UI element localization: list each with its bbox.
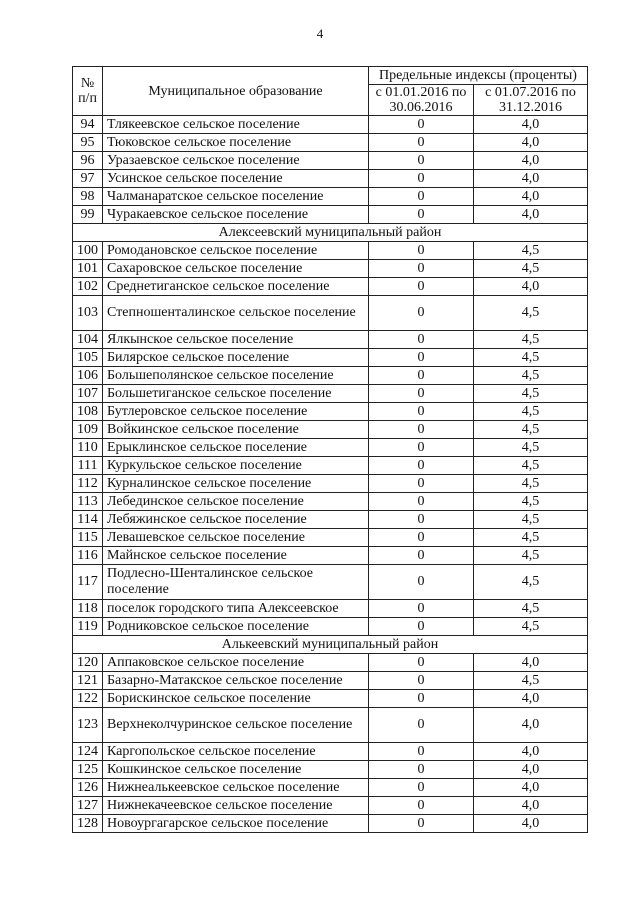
- row-index-period-1: 0: [369, 349, 474, 367]
- row-index-period-2: 4,5: [474, 367, 588, 385]
- row-number: 121: [73, 672, 103, 690]
- row-name: Чалманаратское сельское поселение: [103, 188, 369, 206]
- row-index-period-2: 4,0: [474, 779, 588, 797]
- row-index-period-2: 4,5: [474, 421, 588, 439]
- row-number: 97: [73, 170, 103, 188]
- table-row: [73, 475, 588, 493]
- table-row: [73, 600, 588, 618]
- row-index-period-1: 0: [369, 708, 474, 743]
- row-number: 123: [73, 708, 103, 743]
- table-row: [73, 439, 588, 457]
- table-row: [73, 672, 588, 690]
- row-number: 96: [73, 152, 103, 170]
- row-index-period-1: 0: [369, 475, 474, 493]
- row-index-period-1: 0: [369, 618, 474, 636]
- table-row: [73, 385, 588, 403]
- row-number: 117: [73, 565, 103, 600]
- row-name: Аппаковское сельское поселение: [103, 654, 369, 672]
- header-group: Предельные индексы (проценты): [369, 67, 588, 85]
- row-number: 102: [73, 278, 103, 296]
- row-index-period-1: 0: [369, 600, 474, 618]
- row-index-period-2: 4,0: [474, 743, 588, 761]
- row-number: 106: [73, 367, 103, 385]
- row-name: Родниковское сельское поселение: [103, 618, 369, 636]
- row-index-period-2: 4,0: [474, 815, 588, 833]
- row-name: Лебяжинское сельское поселение: [103, 511, 369, 529]
- row-index-period-1: 0: [369, 188, 474, 206]
- row-index-period-1: 0: [369, 493, 474, 511]
- row-number: 119: [73, 618, 103, 636]
- row-index-period-1: 0: [369, 260, 474, 278]
- row-index-period-2: 4,5: [474, 439, 588, 457]
- row-name: Курналинское сельское поселение: [103, 475, 369, 493]
- row-index-period-1: 0: [369, 134, 474, 152]
- row-name: Левашевское сельское поселение: [103, 529, 369, 547]
- table-row: [73, 367, 588, 385]
- row-name: Сахаровское сельское поселение: [103, 260, 369, 278]
- row-index-period-2: 4,5: [474, 457, 588, 475]
- row-index-period-1: 0: [369, 529, 474, 547]
- table-row: [73, 188, 588, 206]
- row-index-period-1: 0: [369, 278, 474, 296]
- table-row: [73, 331, 588, 349]
- row-index-period-1: 0: [369, 170, 474, 188]
- row-index-period-2: 4,0: [474, 116, 588, 134]
- row-name: Нижнеалькеевское сельское поселение: [103, 779, 369, 797]
- row-index-period-2: 4,5: [474, 529, 588, 547]
- row-number: 101: [73, 260, 103, 278]
- row-number: 107: [73, 385, 103, 403]
- row-index-period-2: 4,5: [474, 242, 588, 260]
- table-row: [73, 134, 588, 152]
- row-index-period-1: 0: [369, 296, 474, 331]
- table-row: [73, 761, 588, 779]
- row-number: 95: [73, 134, 103, 152]
- table-row: [73, 779, 588, 797]
- row-name: Чуракаевское сельское поселение: [103, 206, 369, 224]
- row-index-period-1: 0: [369, 403, 474, 421]
- row-index-period-2: 4,0: [474, 654, 588, 672]
- row-index-period-1: 0: [369, 439, 474, 457]
- table-row: [73, 170, 588, 188]
- table-row: [73, 565, 588, 600]
- row-index-period-2: 4,0: [474, 188, 588, 206]
- row-name: Борискинское сельское поселение: [103, 690, 369, 708]
- row-index-period-1: 0: [369, 421, 474, 439]
- row-name: поселок городского типа Алексеевское: [103, 600, 369, 618]
- header-name: Муниципальное образование: [103, 67, 369, 116]
- table-row: [73, 511, 588, 529]
- row-number: 99: [73, 206, 103, 224]
- row-name: Среднетиганское сельское поселение: [103, 278, 369, 296]
- section-row: [73, 636, 588, 654]
- row-name: Кошкинское сельское поселение: [103, 761, 369, 779]
- section-title: Алькеевский муниципальный район: [73, 636, 588, 654]
- row-index-period-2: 4,5: [474, 260, 588, 278]
- row-name: Большетиганское сельское поселение: [103, 385, 369, 403]
- row-index-period-1: 0: [369, 743, 474, 761]
- row-number: 108: [73, 403, 103, 421]
- row-name: Каргопольское сельское поселение: [103, 743, 369, 761]
- row-index-period-2: 4,0: [474, 797, 588, 815]
- row-index-period-1: 0: [369, 385, 474, 403]
- section-row: [73, 224, 588, 242]
- row-number: 115: [73, 529, 103, 547]
- row-name: Нижнекачеевское сельское поселение: [103, 797, 369, 815]
- row-index-period-2: 4,0: [474, 278, 588, 296]
- row-name: Тлякеевское сельское поселение: [103, 116, 369, 134]
- row-index-period-1: 0: [369, 815, 474, 833]
- row-index-period-2: 4,0: [474, 761, 588, 779]
- table-row: [73, 457, 588, 475]
- header-num: № п/п: [73, 67, 103, 116]
- table-row: [73, 152, 588, 170]
- table-row: [73, 743, 588, 761]
- table-row: [73, 654, 588, 672]
- row-number: 103: [73, 296, 103, 331]
- row-index-period-1: 0: [369, 367, 474, 385]
- row-name: Базарно-Матакское сельское поселение: [103, 672, 369, 690]
- header-period-2: с 01.07.2016 по 31.12.2016: [474, 85, 588, 116]
- table-row: [73, 547, 588, 565]
- table-row: [73, 206, 588, 224]
- row-number: 125: [73, 761, 103, 779]
- table-row: [73, 242, 588, 260]
- row-number: 100: [73, 242, 103, 260]
- row-number: 112: [73, 475, 103, 493]
- table-row: [73, 493, 588, 511]
- row-index-period-2: 4,0: [474, 708, 588, 743]
- table-row: [73, 618, 588, 636]
- row-name: Ромодановское сельское поселение: [103, 242, 369, 260]
- row-index-period-2: 4,5: [474, 600, 588, 618]
- row-name: Тюковское сельское поселение: [103, 134, 369, 152]
- row-number: 114: [73, 511, 103, 529]
- row-index-period-1: 0: [369, 457, 474, 475]
- table-row: [73, 797, 588, 815]
- row-number: 122: [73, 690, 103, 708]
- row-name: Степношенталинское сельское поселение: [103, 296, 369, 331]
- table-row: [73, 116, 588, 134]
- row-name: Усинское сельское поселение: [103, 170, 369, 188]
- row-name: Войкинское сельское поселение: [103, 421, 369, 439]
- row-number: 127: [73, 797, 103, 815]
- row-index-period-1: 0: [369, 547, 474, 565]
- row-name: Билярское сельское поселение: [103, 349, 369, 367]
- table-row: [73, 690, 588, 708]
- table-header: [73, 67, 588, 116]
- table-row: [73, 296, 588, 331]
- table-row: [73, 349, 588, 367]
- row-number: 126: [73, 779, 103, 797]
- row-index-period-1: 0: [369, 779, 474, 797]
- row-number: 98: [73, 188, 103, 206]
- row-name: Бутлеровское сельское поселение: [103, 403, 369, 421]
- row-name: Уразаевское сельское поселение: [103, 152, 369, 170]
- row-index-period-2: 4,0: [474, 152, 588, 170]
- row-index-period-2: 4,0: [474, 134, 588, 152]
- header-period-1: с 01.01.2016 по 30.06.2016: [369, 85, 474, 116]
- table-body: [73, 116, 588, 833]
- table-row: [73, 421, 588, 439]
- row-index-period-2: 4,5: [474, 672, 588, 690]
- row-number: 104: [73, 331, 103, 349]
- row-index-period-2: 4,5: [474, 493, 588, 511]
- row-number: 120: [73, 654, 103, 672]
- row-index-period-2: 4,0: [474, 690, 588, 708]
- row-name: Большеполянское сельское поселение: [103, 367, 369, 385]
- row-number: 105: [73, 349, 103, 367]
- row-index-period-1: 0: [369, 761, 474, 779]
- row-name: Верхнеколчуринское сельское поселение: [103, 708, 369, 743]
- row-index-period-1: 0: [369, 152, 474, 170]
- section-title: Алексеевский муниципальный район: [73, 224, 588, 242]
- row-index-period-2: 4,5: [474, 385, 588, 403]
- row-index-period-2: 4,5: [474, 349, 588, 367]
- row-index-period-1: 0: [369, 797, 474, 815]
- row-index-period-1: 0: [369, 511, 474, 529]
- row-number: 124: [73, 743, 103, 761]
- row-index-period-1: 0: [369, 672, 474, 690]
- row-name: Лебединское сельское поселение: [103, 493, 369, 511]
- row-number: 118: [73, 600, 103, 618]
- table-row: [73, 260, 588, 278]
- row-name: Подлесно-Шенталинское сельское поселение: [103, 565, 369, 600]
- row-number: 116: [73, 547, 103, 565]
- row-index-period-2: 4,5: [474, 547, 588, 565]
- row-name: Ерыклинское сельское поселение: [103, 439, 369, 457]
- row-index-period-1: 0: [369, 654, 474, 672]
- row-number: 110: [73, 439, 103, 457]
- row-index-period-2: 4,5: [474, 331, 588, 349]
- row-number: 109: [73, 421, 103, 439]
- row-number: 111: [73, 457, 103, 475]
- table-row: [73, 403, 588, 421]
- row-index-period-2: 4,5: [474, 403, 588, 421]
- row-index-period-1: 0: [369, 116, 474, 134]
- row-number: 113: [73, 493, 103, 511]
- row-index-period-2: 4,5: [474, 565, 588, 600]
- row-name: Куркульское сельское поселение: [103, 457, 369, 475]
- row-index-period-1: 0: [369, 331, 474, 349]
- row-name: Новоургагарское сельское поселение: [103, 815, 369, 833]
- row-index-period-1: 0: [369, 206, 474, 224]
- row-index-period-2: 4,0: [474, 206, 588, 224]
- indices-table: [72, 66, 588, 833]
- row-index-period-1: 0: [369, 690, 474, 708]
- row-index-period-1: 0: [369, 242, 474, 260]
- row-name: Ялкынское сельское поселение: [103, 331, 369, 349]
- row-name: Майнское сельское поселение: [103, 547, 369, 565]
- row-index-period-2: 4,5: [474, 511, 588, 529]
- row-index-period-2: 4,5: [474, 475, 588, 493]
- page-number: 4: [316, 26, 324, 41]
- row-number: 94: [73, 116, 103, 134]
- row-index-period-2: 4,5: [474, 296, 588, 331]
- table-row: [73, 815, 588, 833]
- row-index-period-2: 4,0: [474, 170, 588, 188]
- row-index-period-2: 4,5: [474, 618, 588, 636]
- table-row: [73, 708, 588, 743]
- row-index-period-1: 0: [369, 565, 474, 600]
- table-row: [73, 529, 588, 547]
- row-number: 128: [73, 815, 103, 833]
- table-row: [73, 278, 588, 296]
